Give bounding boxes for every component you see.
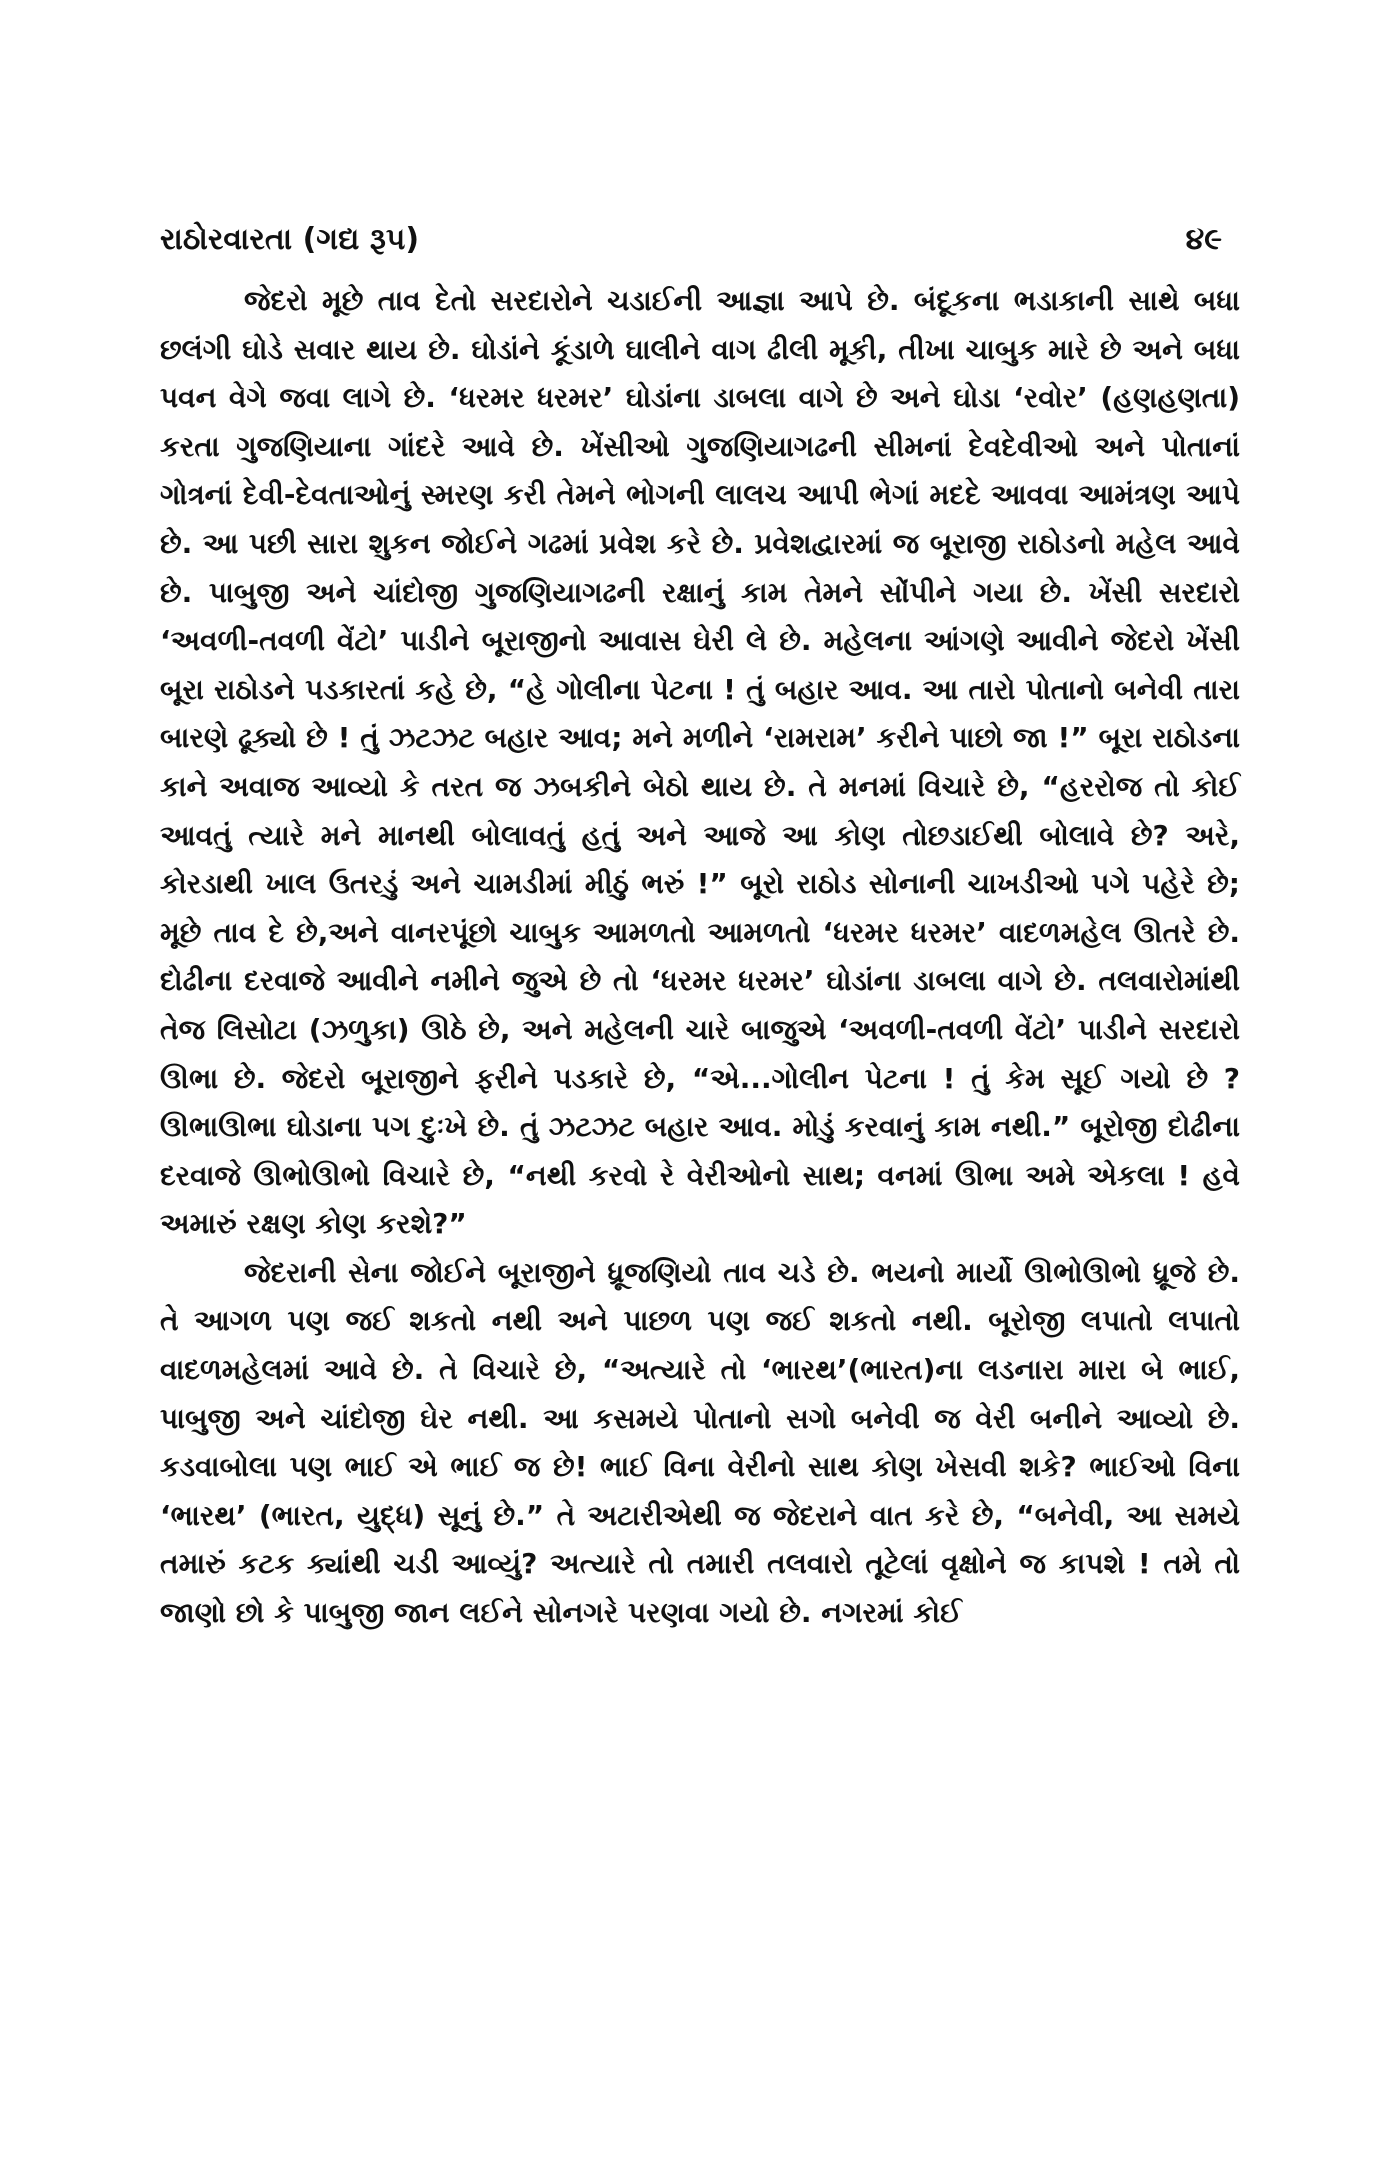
page-number: ૪૯ (1185, 222, 1222, 257)
paragraph-1: જેદરો મૂછે તાવ દેતો સરદારોને ચડાઈની આજ્ઞા આપે છે. બંદૂકના ભડાકાની સાથે બધા છલંગી ઘોડે સવાર થાય છે. ઘોડાંને કૂંડાળે ઘાલીને વાગ ઢીલી મૂકી, તીખા ચાબુક મારે છે અને બધા પવન વેગે જવા લાગે છે. ‘ધરમર ધરમર’ ઘોડાંના ડાબલા વાગે છે અને ઘોડા ‘રવોર’ (હણહણતા) કરતા ગુજણિયાના ગાંદરે આવે છે. ખેંસીઓ ગુજણિયાગઢની સીમનાં દેવદેવીઓ અને પોતાનાં ગોત્રનાં દેવી-દેવતાઓનું સ્મરણ કરી તેમને ભોગની લાલચ આપી ભેગાં મદદે આવવા આમંત્રણ આપે છે. આ પછી સારા શુકન જોઈને ગઢમાં પ્રવેશ કરે છે. પ્રવેશદ્વારમાં જ બૂરાજી રાઠોડનો મહેલ આવે છે. પાબુજી અને ચાંદોજી ગુજણિયાગઢની રક્ષાનું કામ તેમને સોંપીને ગયા છે. ખેંસી સરદારો ‘અવળી-તવળી વેંટો’ પાડીને બૂરાજીનો આવાસ ઘેરી લે છે. મહેલના આંગણે આવીને જેદરો ખેંસી બૂરા રાઠોડને પડકારતાં કહે છે, “હે ગોલીના પેટના ! તું બહાર આવ. આ તારો પોતાનો બનેવી તારા બારણે ઢૂક્યો છે ! તું ઝટઝટ બહાર આવ; મને મળીને ‘રામરામ’ કરીને પાછો જા !” બૂરા રાઠોડના કાને અવાજ આવ્યો કે તરત જ ઝબકીને બેઠો થાય છે. તે મનમાં વિચારે છે, “હરરોજ તો કોઈ આવતું ત્યારે મને માનથી બોલાવતું હતું અને આજે આ કોણ તોછડાઈથી બોલાવે છે? અરે, કોરડાથી ખાલ ઉતરડું અને ચામડીમાં મીઠું ભરું !” બૂરો રાઠોડ સોનાની ચાખડીઓ પગે પહેરે છે; મૂછે તાવ દે છે,અને વાનરપૂંછો ચાબુક આમળતો આમળતો ‘ધરમર ધરમર’ વાદળમહેલ ઊતરે છે. દોઢીના દરવાજે આવીને નમીને જુએ છે તો ‘ધરમર ધરમર’ ઘોડાંના ડાબલા વાગે છે. તલવારોમાંથી તેજ લિસોટા (ઝળુકા) ઊઠે છે, અને મહેલની ચારે બાજુએ ‘અવળી-તવળી વેંટો’ પાડીને સરદારો ઊભા છે. જેદરો બૂરાજીને ફરીને પડકારે છે, “એ...ગોલીન પેટના ! તું કેમ સૂઈ ગયો છે ? ઊભાઊભા ઘોડાના પગ દુઃખે છે. તું ઝટઝટ બહાર આવ. મોડું કરવાનું કામ નથી.” બૂરોજી દોઢીના દરવાજે ઊભોઊભો વિચારે છે, “નથી કરવો રે વેરીઓનો સાથ; વનમાં ઊભા અમે એકલા ! હવે અમારું રક્ષણ કોણ કરશે?” (160, 284, 1240, 1241)
running-title: રાઠોરવારતા (ગદ્ય રૂપ) (160, 222, 420, 257)
body-text (160, 277, 1240, 1638)
book-page (160, 222, 1240, 1638)
paragraph-2: જેદરાની સેના જોઈને બૂરાજીને ધ્રૂજણિયો તાવ ચડે છે. ભયનો માર્યો ઊભોઊભો ધ્રૂજે છે. તે આગળ પણ જઈ શકતો નથી અને પાછળ પણ જઈ શકતો નથી. બૂરોજી લપાતો લપાતો વાદળમહેલમાં આવે છે. તે વિચારે છે, “અત્યારે તો ‘ભારથ’(ભારત)ના લડનારા મારા બે ભાઈ, પાબુજી અને ચાંદોજી ઘેર નથી. આ કસમયે પોતાનો સગો બનેવી જ વેરી બનીને આવ્યો છે. કડવાબોલા પણ ભાઈ એ ભાઈ જ છે! ભાઈ વિના વેરીનો સાથ કોણ ખેસવી શકે? ભાઈઓ વિના ‘ભારથ’ (ભારત, યુદ્ધ) સૂનું છે.” તે અટારીએથી જ જેદરાને વાત કરે છે, “બનેવી, આ સમયે તમારું કટક ક્યાંથી ચડી આવ્યું? અત્યારે તો તમારી તલવારો તૂટેલાં વૃક્ષોને જ કાપશે ! તમે તો જાણો છો કે પાબુજી જાન લઈને સોનગરે પરણવા ગયો છે. નગરમાં કોઈ (160, 1255, 1240, 1630)
running-header (160, 222, 1240, 257)
